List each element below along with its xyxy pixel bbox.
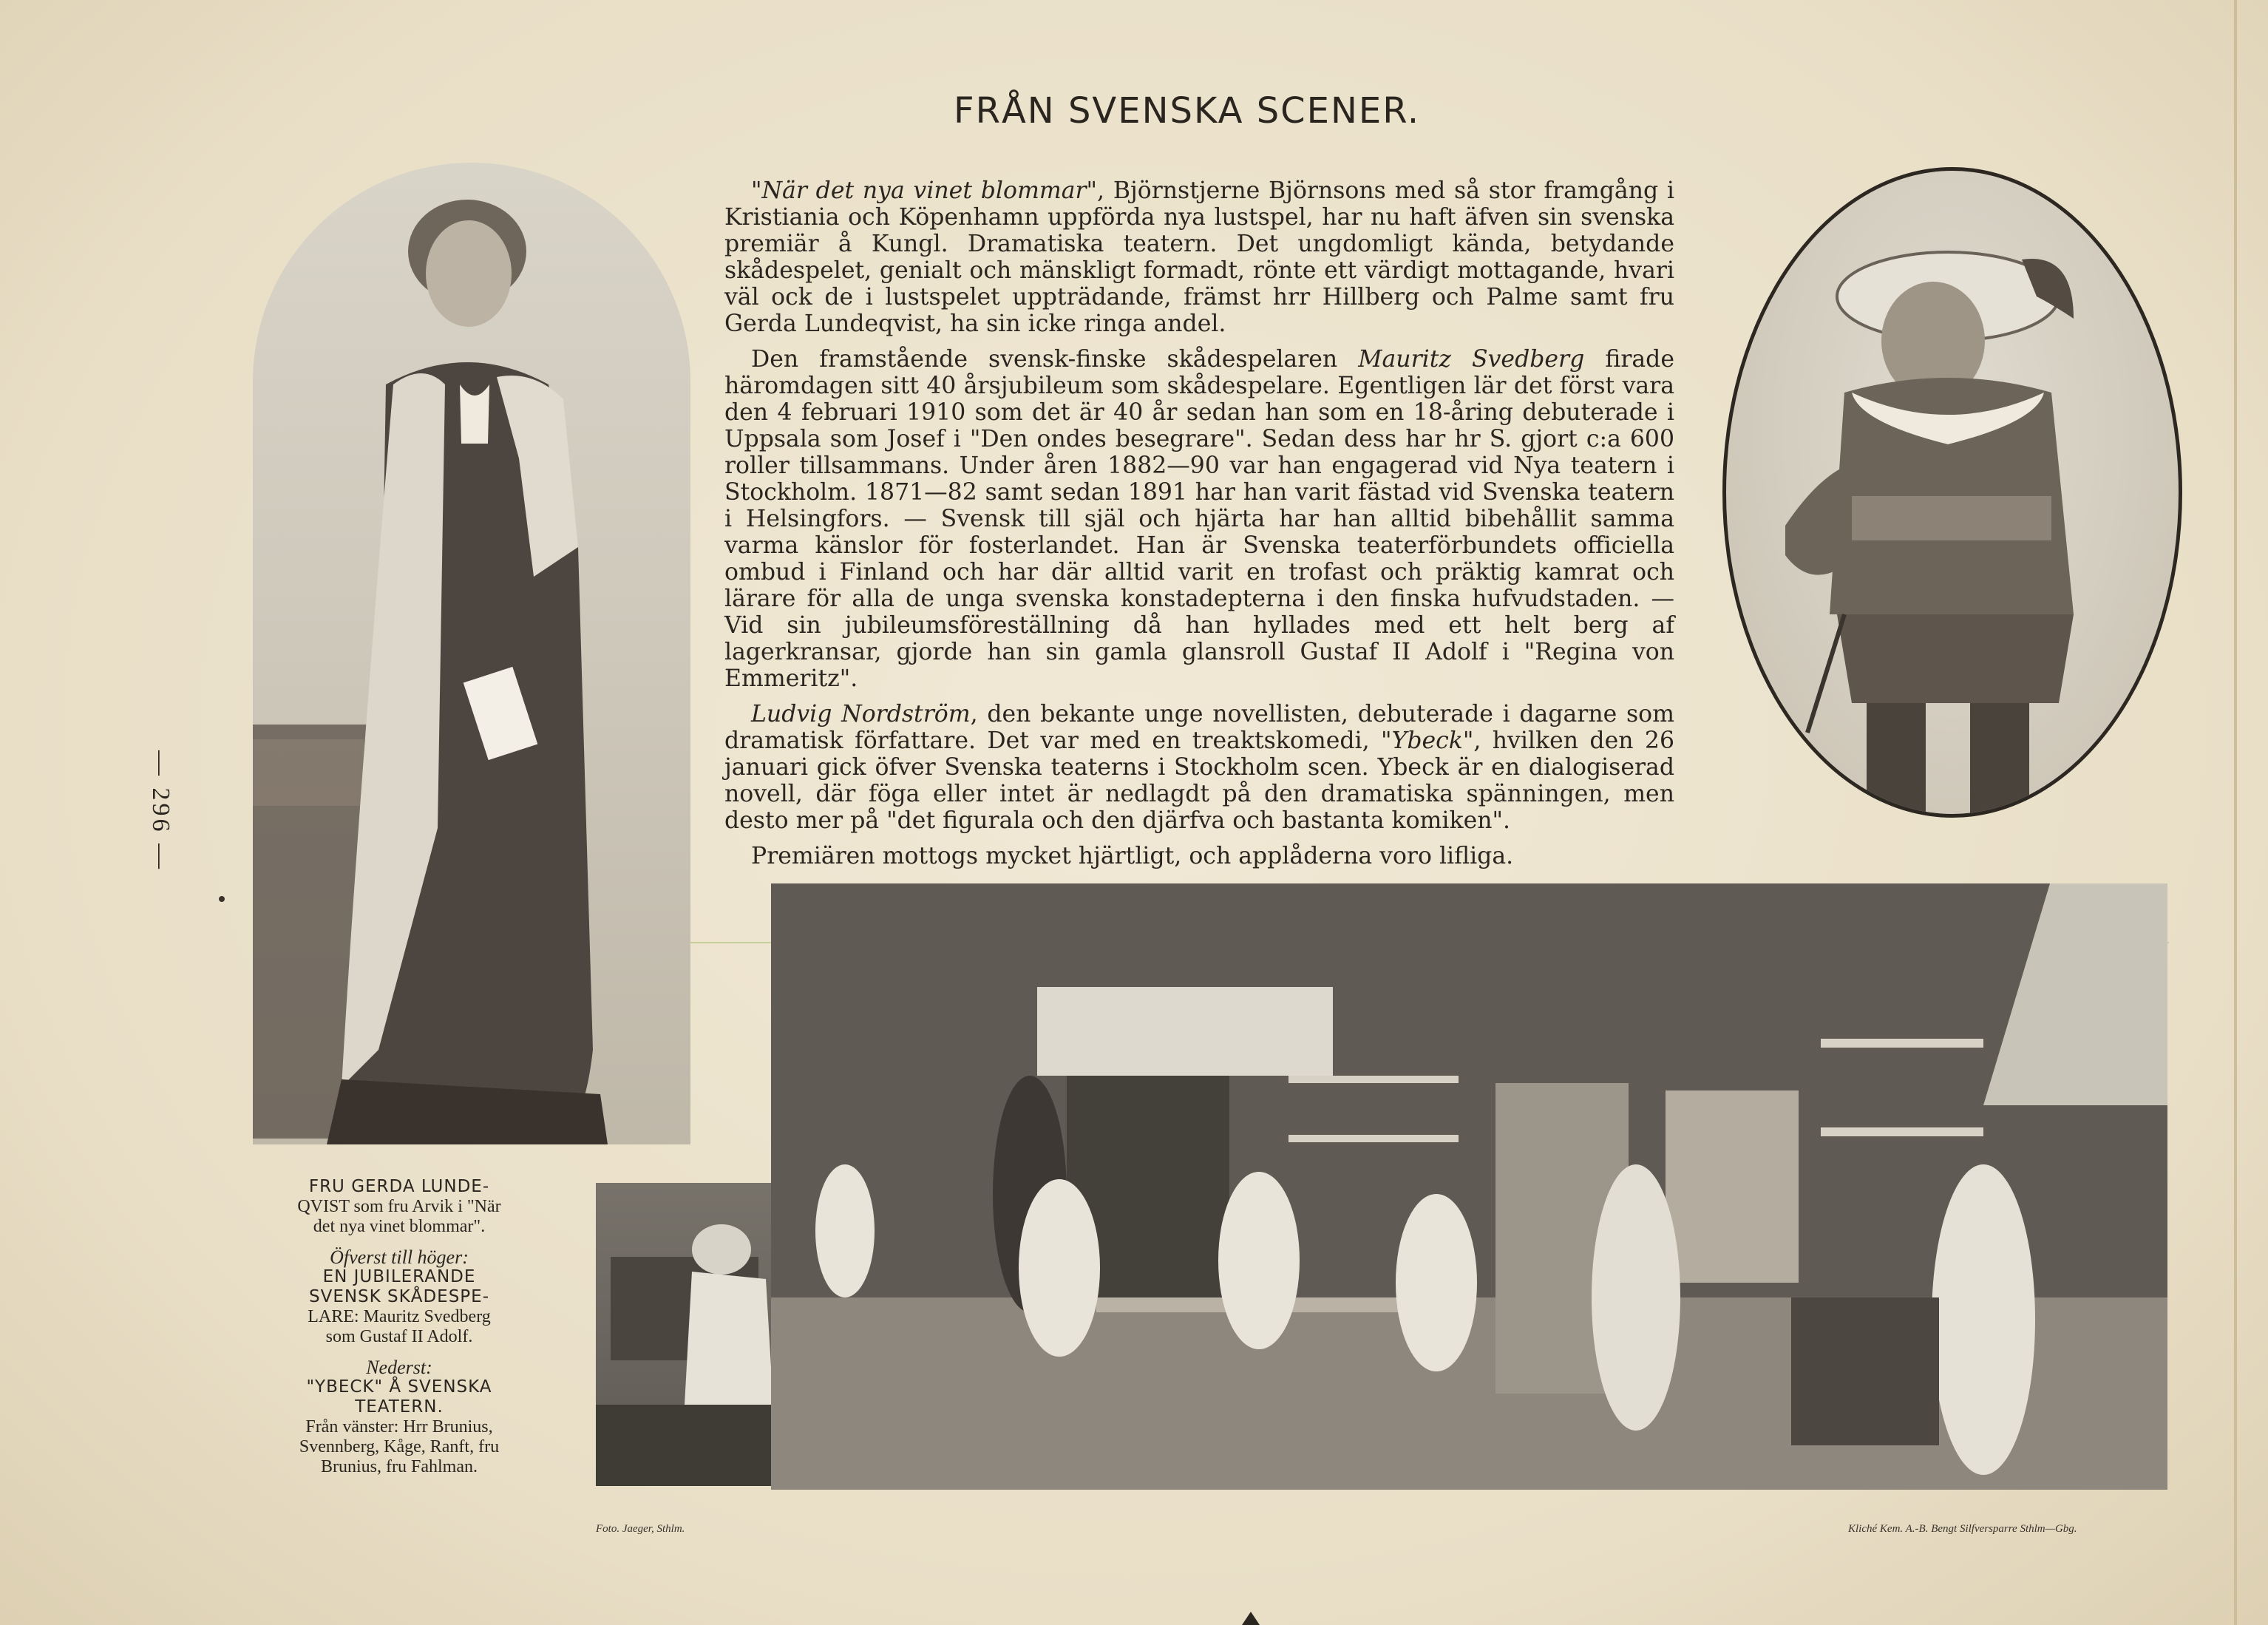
photo-ybeck-stage	[771, 883, 2167, 1490]
engraving-credit: Kliché Kem. A.-B. Bengt Silfversparre Sthlm—Gbg.	[1848, 1523, 2077, 1535]
caption-heading-bottom: Nederst:	[366, 1357, 432, 1378]
photo-caption	[251, 1177, 547, 1477]
caption-line-2: QVIST som fru Arvik i "När	[297, 1197, 501, 1216]
oval-portrait-illustration	[1726, 171, 2179, 814]
bottom-edge-mark	[1242, 1612, 1260, 1625]
caption-line-10: Från vänster: Hrr Brunius,	[305, 1417, 493, 1436]
paragraph-2-lead: Den framstående svensk-finske skådespelaren	[751, 346, 1359, 373]
article-paragraph-2	[724, 346, 1674, 692]
article-paragraph-1	[724, 177, 1674, 337]
caption-line-7: som Gustaf II Adolf.	[325, 1327, 473, 1346]
article-body	[724, 177, 1674, 878]
paragraph-3-text-b: , hvilken den 26 januari gick öfver Svenska teaterns i Stockholm scen. Ybeck är en dialogiserad novell, där föga eller intet är nedlagdt på den dramatiska spänningen, men desto mer på "det figurala och den djärfva och bastanta komiken".	[724, 727, 1674, 834]
caption-line-6: LARE: Mauritz Svedberg	[308, 1307, 491, 1326]
photo-credit: Foto. Jaeger, Sthlm.	[596, 1523, 685, 1535]
article-paragraph-3	[724, 701, 1674, 834]
paragraph-1-text: , Björnstjerne Björnsons med så stor framgång i Kristiania och Köpenhamn uppförda nya lustspel, har nu haft äfven sin svenska premiär å Kungl. Dramatiska teatern. Det ungdomligt kända, betydande skådespelet, genialt och mänskligt formadt, rönte ett värdigt mottagande, hvari väl ock de i lustspelet uppträdande, främst hrr Hillberg och Palme samt fru Gerda Lundeqvist, ha sin icke ringa andel.	[724, 177, 1674, 337]
paragraph-3-text-a: , den bekante unge novellisten, debuterade i dagarne som dramatisk författare. Det var med en treaktskomedi,	[724, 701, 1674, 754]
page-title: FRÅN SVENSKA SCENER.	[954, 90, 1421, 132]
caption-line-5: SVENSK SKÅDESPE-	[308, 1287, 490, 1306]
caption-heading-top-right: Öfverst till höger:	[330, 1246, 469, 1268]
play-title-2: "Ybeck"	[1381, 727, 1474, 754]
author-name: Ludvig Nordström	[751, 701, 971, 727]
photo-gerda-lundeqvist	[253, 163, 690, 1144]
play-title-1: "När det nya vinet blommar"	[751, 177, 1098, 204]
binding-edge	[2234, 0, 2237, 1625]
caption-line-8: "YBECK" Å SVENSKA	[306, 1377, 492, 1397]
actor-name: Mauritz Svedberg	[1358, 346, 1585, 373]
caption-line-4: EN JUBILERANDE	[322, 1267, 476, 1286]
print-dot	[219, 896, 225, 902]
caption-line-1: FRU GERDA LUNDE-	[308, 1177, 490, 1196]
stage-scene-illustration	[771, 883, 2167, 1490]
caption-line-9: TEATERN.	[355, 1397, 444, 1417]
photo-mauritz-svedberg	[1722, 167, 2182, 818]
caption-line-3: det nya vinet blommar".	[313, 1217, 486, 1236]
photo-stage-extension	[596, 1183, 773, 1486]
portrait-illustration	[253, 163, 690, 1144]
caption-line-11: Svennberg, Kåge, Ranft, fru	[299, 1437, 500, 1456]
caption-line-12: Brunius, fru Fahlman.	[321, 1457, 478, 1476]
page-number: — 296 —	[147, 750, 174, 872]
paragraph-2-text: firade häromdagen sitt 40 årsjubileum som skådespelare. Egentligen lär det först vara den 4 februari 1910 som det är 40 år sedan han som en 18-åring debuterade i Uppsala som Josef i "Den ondes besegrare". Sedan dess har hr S. gjort c:a 600 roller tillsammans. Under åren 1882—90 var han engagerad vid Nya teatern i Stockholm. 1871—82 samt sedan 1891 har han varit fästad vid Svenska teatern i Helsingfors. — Svensk till själ och hjärta har han alltid bibehållit samma varma känslor för fosterlandet. Han är Svenska teaterförbundets officiella ombud i Finland och har där alltid varit en trofast och präktig kamrat och lärare för alla de unga svenska konstadepterna i den finska hufvudstaden. — Vid sin jubileumsföreställning då han hyllades med ett helt berg af lagerkransar, gjorde han sin gamla glansroll Gustaf II Adolf i "Regina von Emmeritz".	[724, 346, 1674, 692]
article-paragraph-4: Premiären mottogs mycket hjärtligt, och applåderna voro lifliga.	[751, 843, 1514, 869]
stage-left-illustration	[596, 1183, 773, 1486]
